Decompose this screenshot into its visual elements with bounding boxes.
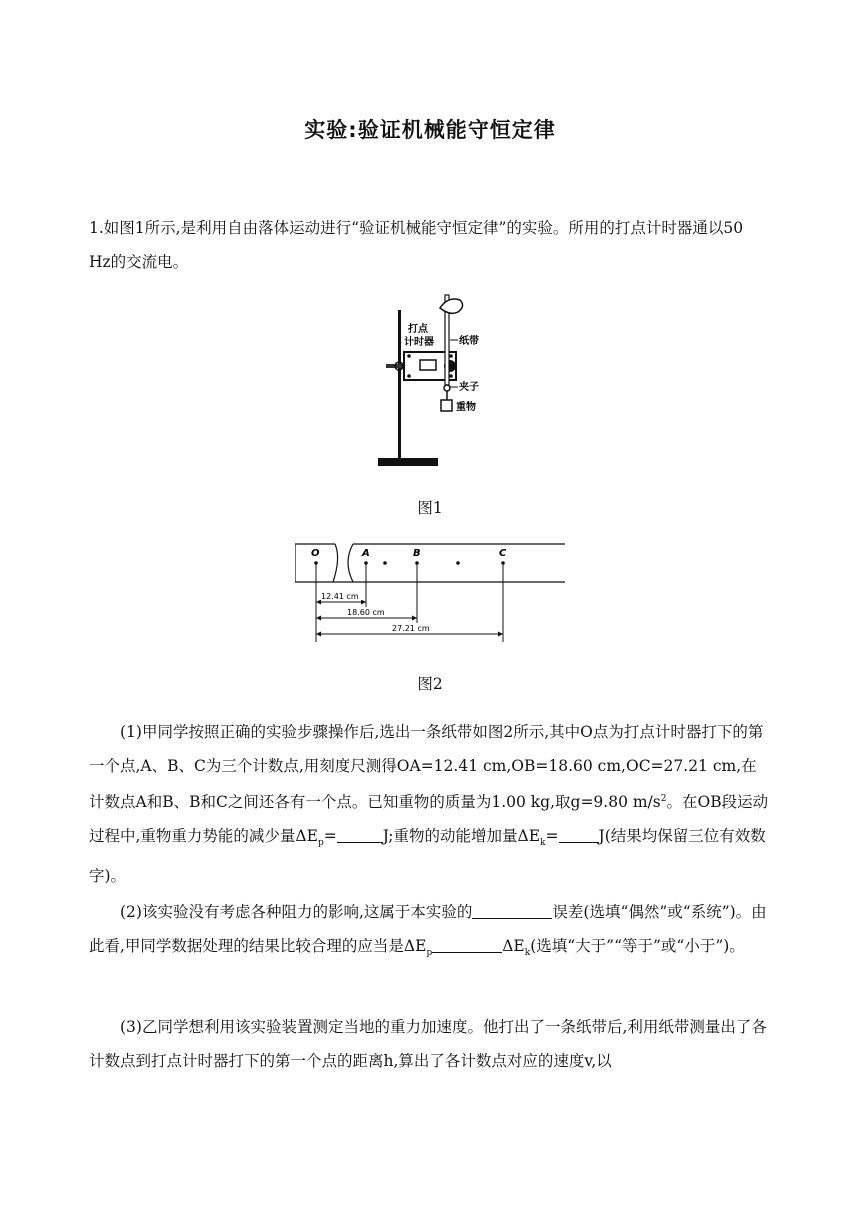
figure-2-caption: 图2 (417, 675, 443, 693)
answer-blank-comparison[interactable] (432, 934, 502, 953)
stand-base (378, 458, 438, 466)
tape-outline (295, 544, 565, 582)
hand-icon (440, 299, 463, 313)
label-weight: 重物 (456, 402, 476, 413)
question-1-intro: 1.如图1所示,是利用自由落体运动进行“验证机械能守恒定律”的实验。所用的打点计时器通以50 Hz的交流电。 (89, 219, 744, 271)
point-label-c: C (499, 548, 507, 559)
point-label-b: B (413, 548, 421, 559)
label-clip: 夹子 (459, 382, 479, 393)
label-tape: 纸带 (459, 336, 479, 347)
question-1-part-1: (1)甲同学按照正确的实验步骤操作后,选出一条纸带如图2所示,其中O点为打点计时器打下的第一个点,A、B、C为三个计数点,用刻度尺测得OA=12.41 cm,OB=18.60 cm,OC=27.21 cm,在计数点A和B、B和C之间还各有一个点。已知重物的质量为1.00 kg,取g=9.80 $m/s^2$。在OB段运动过程中,重物重力势能的减少量$\Delta E_p= J$;重物的动能增加量$\Delta E_k= J$(结果均保留三位有效数字)。 (89, 723, 769, 886)
dist-oc-label: 27.21 cm (392, 624, 430, 633)
figure-2-tape (295, 538, 570, 648)
stand-rod (398, 310, 401, 460)
answer-blank-error-type[interactable] (472, 900, 552, 919)
question-1-part-3: (3)乙同学想利用该实验装置测定当地的重力加速度。他打出了一条纸带后,利用纸带测量出了各计数点到打点计时器打下的第一个点的距离h,算出了各计数点对应的速度v,以 (89, 1018, 767, 1070)
answer-blank-delta-ep[interactable] (337, 824, 383, 843)
answer-blank-delta-ek[interactable] (559, 824, 599, 843)
dist-ob-label: 18.60 cm (347, 608, 385, 617)
figure-1-apparatus (370, 290, 530, 470)
weight-block (441, 400, 452, 411)
page-title: 实验:验证机械能守恒定律 (304, 118, 556, 142)
point-label-a: A (362, 548, 370, 559)
point-label-o: O (311, 548, 320, 559)
figure-1-caption: 图1 (417, 499, 443, 517)
question-1-part-2: (2)该实验没有考虑各种阻力的影响,这属于本实验的 误差(选填“偶然”或“系统”)。由此看,甲同学数据处理的结果比较合理的应当是$\Delta E_p$ $\Delta E_k$(选填“大于”“等于”或“小于”)。 (89, 896, 769, 970)
label-timer-1: 打点 (408, 324, 428, 335)
label-timer-2: 计时器 (404, 337, 434, 348)
dist-oa-label: 12.41 cm (321, 592, 359, 601)
